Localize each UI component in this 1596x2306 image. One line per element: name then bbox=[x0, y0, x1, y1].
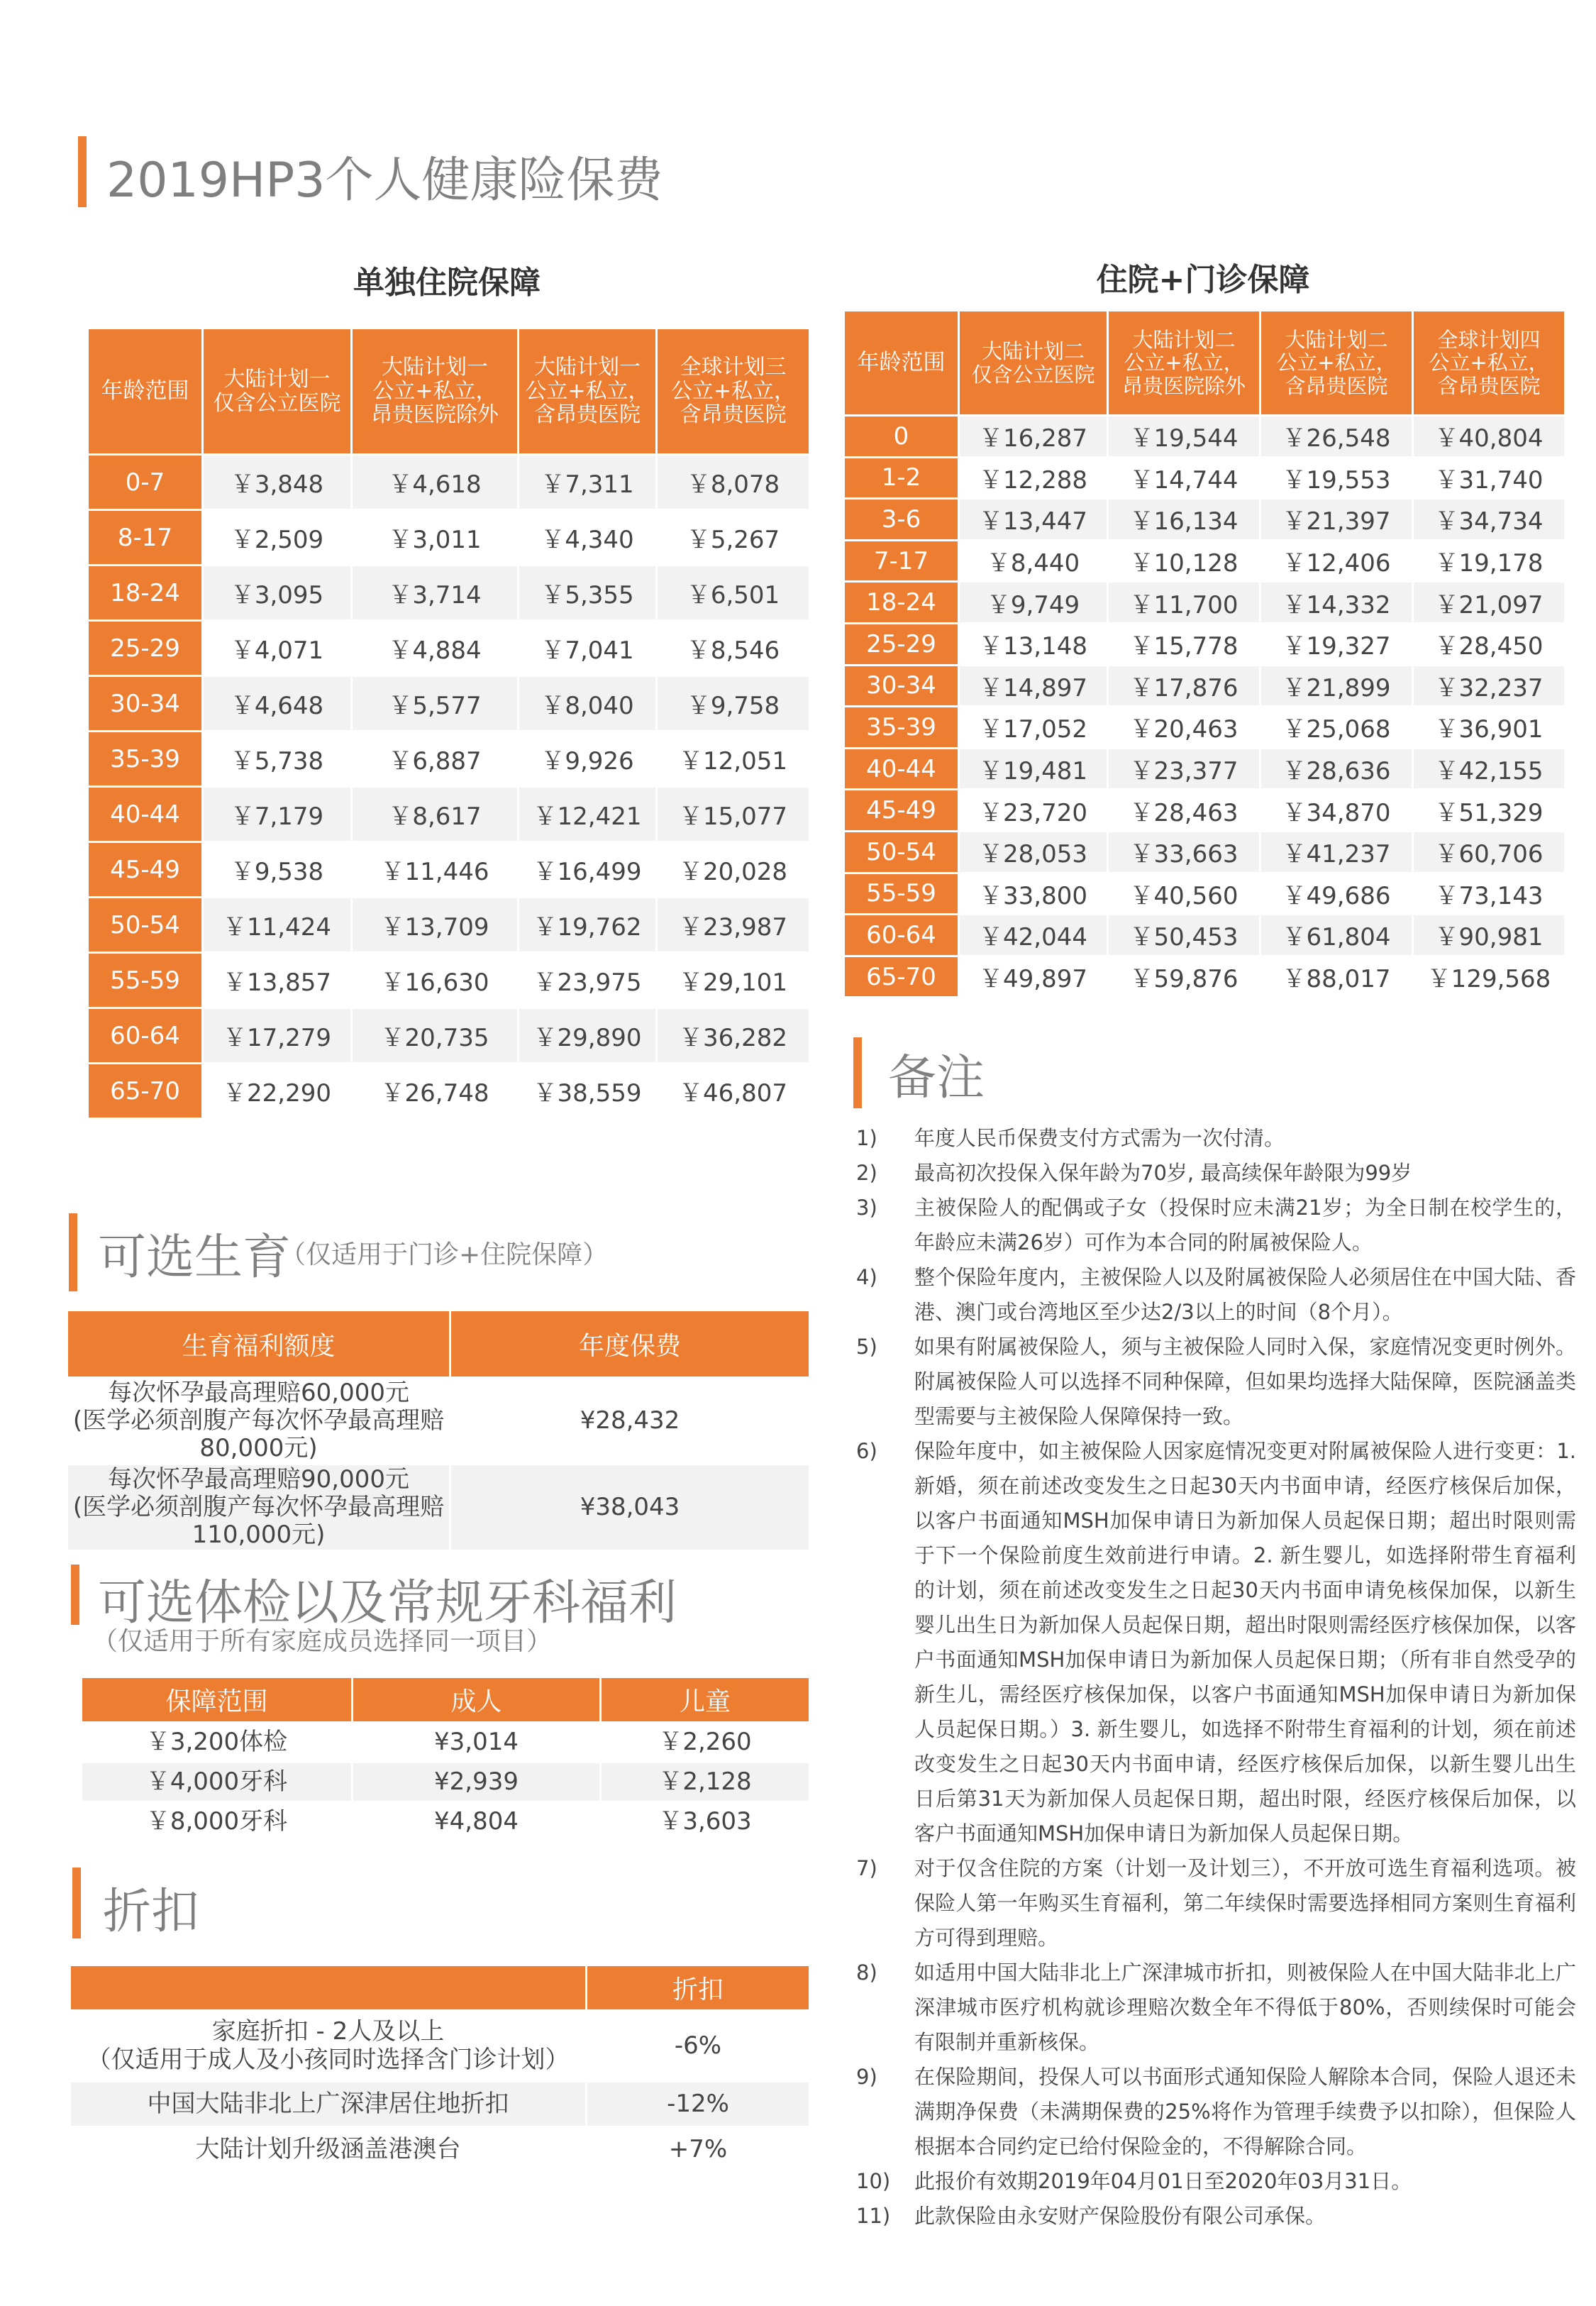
note-item bbox=[856, 1434, 1576, 1851]
premium-cell: ￥14,744 bbox=[1108, 457, 1260, 499]
age-range-cell: 55-59 bbox=[88, 953, 203, 1008]
note-item bbox=[856, 1121, 1576, 1156]
table-row bbox=[88, 455, 810, 510]
age-range-cell: 30-34 bbox=[844, 665, 959, 707]
premium-cell: ￥9,538 bbox=[203, 842, 352, 898]
premium-cell: ￥90,981 bbox=[1413, 915, 1565, 956]
premium-cell: ￥25,068 bbox=[1260, 707, 1413, 749]
premium-cell: ￥8,617 bbox=[352, 787, 519, 842]
note-text: 年度人民币保费支付方式需为一次付清。 bbox=[914, 1126, 1285, 1150]
discount-table bbox=[69, 1964, 811, 2173]
premium-cell: ￥46,807 bbox=[657, 1064, 810, 1119]
note-text: 此报价有效期2019年04月01日至2020年03月31日。 bbox=[914, 2169, 1412, 2193]
dental-header-1: 成人 bbox=[353, 1677, 601, 1723]
premium-cell: ￥9,749 bbox=[959, 582, 1108, 624]
table-row bbox=[844, 416, 1565, 458]
premium-cell: ￥8,546 bbox=[657, 621, 810, 676]
premium-cell: ￥42,044 bbox=[959, 915, 1108, 956]
note-number: 2) bbox=[856, 1161, 877, 1185]
note-number: 4) bbox=[856, 1265, 877, 1289]
premium-cell: ￥14,332 bbox=[1260, 582, 1413, 624]
premium-cell: ￥21,097 bbox=[1413, 582, 1565, 624]
inpatient-header-0: 年龄范围 bbox=[88, 329, 203, 455]
maternity-cell: 每次怀孕最高理赔90,000元 (医学必须剖腹产每次怀孕最高理赔 110,000元) bbox=[67, 1464, 450, 1551]
table-row bbox=[67, 1464, 810, 1551]
table-row bbox=[88, 953, 810, 1008]
table-row bbox=[844, 499, 1565, 541]
premium-cell: ￥11,700 bbox=[1108, 582, 1260, 624]
note-number: 5) bbox=[856, 1335, 877, 1359]
discount-cell: 中国大陆非北上广深津居住地折扣 bbox=[70, 2082, 587, 2127]
table-row bbox=[88, 842, 810, 898]
table-row bbox=[88, 566, 810, 621]
premium-cell: ￥8,078 bbox=[657, 455, 810, 510]
age-range-cell: 0 bbox=[844, 416, 959, 458]
dental-cell: ￥2,260 bbox=[601, 1723, 810, 1762]
premium-cell: ￥88,017 bbox=[1260, 956, 1413, 998]
note-item bbox=[856, 1955, 1576, 2060]
discount-title: 折扣 bbox=[103, 1884, 200, 1940]
table-row bbox=[844, 873, 1565, 915]
dental-header-0: 保障范围 bbox=[82, 1677, 353, 1723]
table-row bbox=[844, 915, 1565, 956]
premium-cell: ￥36,282 bbox=[657, 1008, 810, 1064]
premium-cell: ￥9,926 bbox=[519, 732, 657, 787]
age-range-cell: 60-64 bbox=[88, 1008, 203, 1064]
premium-cell: ￥12,421 bbox=[519, 787, 657, 842]
premium-cell: ￥19,544 bbox=[1108, 416, 1260, 458]
note-text: 对于仅含住院的方案（计划一及计划三），不开放可选生育福利选项。被保险人第一年购买生育福利，第二年续保时需要选择相同方案则生育福利方可得到理赔。 bbox=[914, 1856, 1576, 1950]
table-row bbox=[844, 540, 1565, 582]
premium-cell: ￥19,327 bbox=[1260, 623, 1413, 665]
table-row bbox=[88, 621, 810, 676]
table-row bbox=[844, 457, 1565, 499]
note-item bbox=[856, 2199, 1576, 2234]
note-text: 主被保险人的配偶或子女（投保时应未满21岁；为全日制在校学生的，年龄应未满26岁）可作为本合同的附属被保险人。 bbox=[914, 1196, 1576, 1254]
premium-cell: ￥14,897 bbox=[959, 665, 1108, 707]
table-row bbox=[844, 790, 1565, 832]
premium-cell: ￥6,501 bbox=[657, 566, 810, 621]
age-range-cell: 25-29 bbox=[88, 621, 203, 676]
age-range-cell: 65-70 bbox=[88, 1064, 203, 1119]
inpatient-premium-table bbox=[87, 327, 811, 1120]
premium-cell: ￥34,734 bbox=[1413, 499, 1565, 541]
table-row bbox=[844, 956, 1565, 998]
note-number: 10) bbox=[856, 2169, 891, 2193]
age-range-cell: 30-34 bbox=[88, 676, 203, 732]
age-range-cell: 7-17 bbox=[844, 540, 959, 582]
note-number: 8) bbox=[856, 1960, 877, 1985]
maternity-header-0: 生育福利额度 bbox=[67, 1311, 450, 1378]
premium-cell: ￥16,630 bbox=[352, 953, 519, 1008]
inpatient-header-3: 大陆计划一 公立+私立， 含昂贵医院 bbox=[519, 329, 657, 455]
table-row bbox=[88, 1064, 810, 1119]
maternity-subtitle: （仅适用于门诊+住院保障） bbox=[280, 1240, 609, 1269]
note-number: 3) bbox=[856, 1196, 877, 1220]
premium-cell: ￥17,876 bbox=[1108, 665, 1260, 707]
premium-cell: ￥42,155 bbox=[1413, 748, 1565, 790]
premium-cell: ￥9,758 bbox=[657, 676, 810, 732]
age-range-cell: 60-64 bbox=[844, 915, 959, 956]
dental-cell: ￥4,000牙科 bbox=[82, 1762, 353, 1802]
note-text: 在保险期间，投保人可以书面形式通知保险人解除本合同，保险人退还未满期净保费（未满期保费的25%将作为管理手续费予以扣除），但保险人根据本合同约定已给付保险金的，不得解除合同。 bbox=[914, 2065, 1576, 2158]
age-range-cell: 8-17 bbox=[88, 510, 203, 566]
note-text: 此款保险由永安财产保险股份有限公司承保。 bbox=[914, 2204, 1326, 2228]
maternity-table bbox=[66, 1309, 811, 1552]
premium-cell: ￥40,560 bbox=[1108, 873, 1260, 915]
premium-cell: ￥28,636 bbox=[1260, 748, 1413, 790]
inpatient-header-1: 大陆计划一 仅含公立医院 bbox=[203, 329, 352, 455]
page-title: 2019HP3个人健康险保费 bbox=[106, 153, 663, 209]
premium-cell: ￥7,179 bbox=[203, 787, 352, 842]
premium-cell: ￥29,101 bbox=[657, 953, 810, 1008]
discount-cell: +7% bbox=[587, 2127, 810, 2173]
table-row bbox=[67, 1378, 810, 1464]
table-row bbox=[70, 2082, 810, 2127]
table-row bbox=[88, 676, 810, 732]
premium-cell: ￥20,028 bbox=[657, 842, 810, 898]
table-row bbox=[88, 1008, 810, 1064]
notes-accent-bar bbox=[853, 1037, 862, 1108]
age-range-cell: 1-2 bbox=[844, 457, 959, 499]
inpatient-header-2: 大陆计划一 公立+私立， 昂贵医院除外 bbox=[352, 329, 519, 455]
dental-cell: ¥3,014 bbox=[353, 1723, 601, 1762]
discount-header-1: 折扣 bbox=[587, 1965, 810, 2011]
premium-cell: ￥33,663 bbox=[1108, 831, 1260, 873]
age-range-cell: 40-44 bbox=[844, 748, 959, 790]
note-text: 如果有附属被保险人，须与主被保险人同时入保，家庭情况变更时例外。附属被保险人可以选择不同种保障，但如果均选择大陆保障，医院涵盖类型需要与主被保险人保障保持一致。 bbox=[914, 1335, 1576, 1428]
dental-cell: ¥4,804 bbox=[353, 1802, 601, 1842]
premium-cell: ￥33,800 bbox=[959, 873, 1108, 915]
discount-cell: -12% bbox=[587, 2082, 810, 2127]
premium-cell: ￥28,463 bbox=[1108, 790, 1260, 832]
premium-cell: ￥12,051 bbox=[657, 732, 810, 787]
note-item bbox=[856, 1260, 1576, 1330]
premium-cell: ￥3,848 bbox=[203, 455, 352, 510]
premium-cell: ￥31,740 bbox=[1413, 457, 1565, 499]
age-range-cell: 35-39 bbox=[88, 732, 203, 787]
premium-cell: ￥51,329 bbox=[1413, 790, 1565, 832]
dental-title: 可选体检以及常规牙科福利 bbox=[98, 1575, 677, 1631]
age-range-cell: 55-59 bbox=[844, 873, 959, 915]
note-number: 6) bbox=[856, 1439, 877, 1463]
premium-cell: ￥13,857 bbox=[203, 953, 352, 1008]
inpatient-title: 单独住院保障 bbox=[353, 265, 541, 301]
note-number: 11) bbox=[856, 2204, 891, 2228]
premium-cell: ￥20,463 bbox=[1108, 707, 1260, 749]
note-number: 7) bbox=[856, 1856, 877, 1880]
premium-cell: ￥20,735 bbox=[352, 1008, 519, 1064]
note-item bbox=[856, 1156, 1576, 1191]
premium-cell: ￥28,053 bbox=[959, 831, 1108, 873]
outpatient-header-0: 年龄范围 bbox=[844, 311, 959, 416]
outpatient-header-2: 大陆计划二 公立+私立， 昂贵医院除外 bbox=[1108, 311, 1260, 416]
premium-cell: ￥59,876 bbox=[1108, 956, 1260, 998]
premium-cell: ￥38,559 bbox=[519, 1064, 657, 1119]
premium-cell: ￥41,237 bbox=[1260, 831, 1413, 873]
note-item bbox=[856, 1191, 1576, 1260]
note-text: 如适用中国大陆非北上广深津城市折扣，则被保险人在中国大陆非北上广深津城市医疗机构就诊理赔次数全年不得低于80%，否则续保时可能会有限制并重新核保。 bbox=[914, 1960, 1576, 2054]
premium-cell: ￥11,424 bbox=[203, 898, 352, 953]
table-row bbox=[88, 787, 810, 842]
table-row bbox=[844, 748, 1565, 790]
note-item bbox=[856, 2060, 1576, 2164]
premium-cell: ￥22,290 bbox=[203, 1064, 352, 1119]
premium-cell: ￥26,548 bbox=[1260, 416, 1413, 458]
maternity-accent-bar bbox=[69, 1213, 77, 1291]
age-range-cell: 50-54 bbox=[88, 898, 203, 953]
notes-title: 备注 bbox=[888, 1050, 985, 1106]
outpatient-header-4: 全球计划四 公立+私立， 含昂贵医院 bbox=[1413, 311, 1565, 416]
premium-cell: ￥129,568 bbox=[1413, 956, 1565, 998]
note-text: 最高初次投保入保年龄为70岁, 最高续保年龄限为99岁 bbox=[914, 1161, 1412, 1185]
premium-cell: ￥73,143 bbox=[1413, 873, 1565, 915]
premium-cell: ￥4,884 bbox=[352, 621, 519, 676]
premium-cell: ￥28,450 bbox=[1413, 623, 1565, 665]
discount-cell: 家庭折扣 - 2人及以上 （仅适用于成人及小孩同时选择含门诊计划） bbox=[70, 2011, 587, 2082]
age-range-cell: 3-6 bbox=[844, 499, 959, 541]
premium-cell: ￥16,134 bbox=[1108, 499, 1260, 541]
outpatient-header-3: 大陆计划二 公立+私立， 含昂贵医院 bbox=[1260, 311, 1413, 416]
dental-cell: ￥2,128 bbox=[601, 1762, 810, 1802]
table-row bbox=[88, 510, 810, 566]
premium-cell: ￥11,446 bbox=[352, 842, 519, 898]
premium-cell: ￥23,377 bbox=[1108, 748, 1260, 790]
premium-cell: ￥32,237 bbox=[1413, 665, 1565, 707]
dental-header-2: 儿童 bbox=[601, 1677, 810, 1723]
premium-cell: ￥34,870 bbox=[1260, 790, 1413, 832]
premium-cell: ￥19,762 bbox=[519, 898, 657, 953]
title-accent-bar bbox=[78, 136, 87, 207]
premium-cell: ￥19,178 bbox=[1413, 540, 1565, 582]
premium-cell: ￥8,440 bbox=[959, 540, 1108, 582]
table-row bbox=[70, 2127, 810, 2173]
premium-cell: ￥3,011 bbox=[352, 510, 519, 566]
age-range-cell: 18-24 bbox=[88, 566, 203, 621]
discount-cell: -6% bbox=[587, 2011, 810, 2082]
inpatient-header-4: 全球计划三 公立+私立， 含昂贵医院 bbox=[657, 329, 810, 455]
premium-cell: ￥3,095 bbox=[203, 566, 352, 621]
premium-cell: ￥21,899 bbox=[1260, 665, 1413, 707]
table-row bbox=[70, 2011, 810, 2082]
table-row bbox=[844, 623, 1565, 665]
outpatient-title: 住院+门诊保障 bbox=[1096, 262, 1310, 298]
dental-accent-bar bbox=[71, 1565, 79, 1625]
age-range-cell: 45-49 bbox=[88, 842, 203, 898]
dental-cell: ￥3,603 bbox=[601, 1802, 810, 1842]
premium-cell: ￥60,706 bbox=[1413, 831, 1565, 873]
premium-cell: ￥5,577 bbox=[352, 676, 519, 732]
discount-accent-bar bbox=[72, 1868, 81, 1938]
premium-cell: ￥26,748 bbox=[352, 1064, 519, 1119]
premium-cell: ￥19,553 bbox=[1260, 457, 1413, 499]
premium-cell: ￥13,148 bbox=[959, 623, 1108, 665]
outpatient-premium-table bbox=[843, 309, 1566, 998]
dental-cell: ¥2,939 bbox=[353, 1762, 601, 1802]
premium-cell: ￥49,897 bbox=[959, 956, 1108, 998]
premium-cell: ￥17,279 bbox=[203, 1008, 352, 1064]
age-range-cell: 18-24 bbox=[844, 582, 959, 624]
table-row bbox=[844, 665, 1565, 707]
discount-cell: 大陆计划升级涵盖港澳台 bbox=[70, 2127, 587, 2173]
premium-cell: ￥4,618 bbox=[352, 455, 519, 510]
premium-cell: ￥21,397 bbox=[1260, 499, 1413, 541]
note-item bbox=[856, 1330, 1576, 1434]
premium-cell: ￥2,509 bbox=[203, 510, 352, 566]
notes-list bbox=[856, 1121, 1576, 2234]
maternity-cell: ¥28,432 bbox=[450, 1378, 810, 1464]
premium-cell: ￥3,714 bbox=[352, 566, 519, 621]
premium-cell: ￥19,481 bbox=[959, 748, 1108, 790]
premium-cell: ￥4,340 bbox=[519, 510, 657, 566]
table-row bbox=[844, 831, 1565, 873]
premium-cell: ￥15,778 bbox=[1108, 623, 1260, 665]
dental-table bbox=[80, 1676, 811, 1843]
note-text: 整个保险年度内，主被保险人以及附属被保险人必须居住在中国大陆、香港、澳门或台湾地区至少达2/3以上的时间（8个月）。 bbox=[914, 1265, 1576, 1324]
premium-cell: ￥5,355 bbox=[519, 566, 657, 621]
premium-cell: ￥16,499 bbox=[519, 842, 657, 898]
premium-cell: ￥40,804 bbox=[1413, 416, 1565, 458]
premium-cell: ￥29,890 bbox=[519, 1008, 657, 1064]
note-number: 9) bbox=[856, 2065, 877, 2089]
premium-cell: ￥12,288 bbox=[959, 457, 1108, 499]
premium-cell: ￥23,975 bbox=[519, 953, 657, 1008]
premium-cell: ￥7,041 bbox=[519, 621, 657, 676]
premium-cell: ￥15,077 bbox=[657, 787, 810, 842]
premium-cell: ￥61,804 bbox=[1260, 915, 1413, 956]
premium-cell: ￥5,267 bbox=[657, 510, 810, 566]
age-range-cell: 40-44 bbox=[88, 787, 203, 842]
table-row bbox=[88, 898, 810, 953]
maternity-cell: 每次怀孕最高理赔60,000元 (医学必须剖腹产每次怀孕最高理赔 80,000元) bbox=[67, 1378, 450, 1464]
age-range-cell: 25-29 bbox=[844, 623, 959, 665]
premium-cell: ￥36,901 bbox=[1413, 707, 1565, 749]
table-row bbox=[88, 732, 810, 787]
premium-cell: ￥16,287 bbox=[959, 416, 1108, 458]
age-range-cell: 45-49 bbox=[844, 790, 959, 832]
table-row bbox=[844, 707, 1565, 749]
dental-cell: ￥8,000牙科 bbox=[82, 1802, 353, 1842]
maternity-header-1: 年度保费 bbox=[450, 1311, 810, 1378]
age-range-cell: 35-39 bbox=[844, 707, 959, 749]
maternity-title: 可选生育 bbox=[98, 1230, 292, 1286]
note-item bbox=[856, 2164, 1576, 2199]
dental-cell: ￥3,200体检 bbox=[82, 1723, 353, 1762]
premium-cell: ￥23,987 bbox=[657, 898, 810, 953]
maternity-cell: ¥38,043 bbox=[450, 1464, 810, 1551]
note-item bbox=[856, 1851, 1576, 1955]
discount-header-0 bbox=[70, 1965, 587, 2011]
premium-cell: ￥4,648 bbox=[203, 676, 352, 732]
note-number: 1) bbox=[856, 1126, 877, 1150]
premium-cell: ￥50,453 bbox=[1108, 915, 1260, 956]
age-range-cell: 50-54 bbox=[844, 831, 959, 873]
outpatient-header-1: 大陆计划二 仅含公立医院 bbox=[959, 311, 1108, 416]
note-text: 保险年度中，如主被保险人因家庭情况变更对附属被保险人进行变更：1. 新婚，须在前述改变发生之日起30天内书面申请，经医疗核保后加保，以客户书面通知MSH加保申请日为新加保人员起保日期；超出时限则需于下一个保险前度生效前进行申请。2. 新生婴儿，如选择附带生育福利的计划，须在前述改变发生之日起30天内书面申请免核保加保，以新生婴儿出生日为新加保人员起保日期，超出时限则需经医疗核保加保，以客户书面通知MSH加保申请日为新加保人员起保日期；（所有非自然受孕的新生儿，需经医疗核保加保，以客户书面通知MSH加保申请日为新加保人员起保日期。）3. 新生婴儿，如选择不附带生育福利的计划，须在前述改变发生之日起30天内书面申请，经医疗核保后加保，以新生婴儿出生日后第31天为新加保人员起保日期，超出时限，经医疗核保后加保，以客户书面通知MSH加保申请日为新加保人员起保日期。 bbox=[914, 1439, 1576, 1846]
table-row bbox=[82, 1762, 810, 1802]
premium-cell: ￥6,887 bbox=[352, 732, 519, 787]
premium-cell: ￥7,311 bbox=[519, 455, 657, 510]
table-row bbox=[82, 1802, 810, 1842]
premium-cell: ￥23,720 bbox=[959, 790, 1108, 832]
premium-cell: ￥17,052 bbox=[959, 707, 1108, 749]
age-range-cell: 0-7 bbox=[88, 455, 203, 510]
premium-cell: ￥49,686 bbox=[1260, 873, 1413, 915]
premium-cell: ￥10,128 bbox=[1108, 540, 1260, 582]
premium-cell: ￥13,709 bbox=[352, 898, 519, 953]
premium-cell: ￥8,040 bbox=[519, 676, 657, 732]
age-range-cell: 65-70 bbox=[844, 956, 959, 998]
premium-cell: ￥4,071 bbox=[203, 621, 352, 676]
table-row bbox=[844, 582, 1565, 624]
premium-cell: ￥5,738 bbox=[203, 732, 352, 787]
table-row bbox=[82, 1723, 810, 1762]
premium-cell: ￥12,406 bbox=[1260, 540, 1413, 582]
premium-cell: ￥13,447 bbox=[959, 499, 1108, 541]
dental-subtitle: （仅适用于所有家庭成员选择同一项目） bbox=[92, 1627, 553, 1656]
